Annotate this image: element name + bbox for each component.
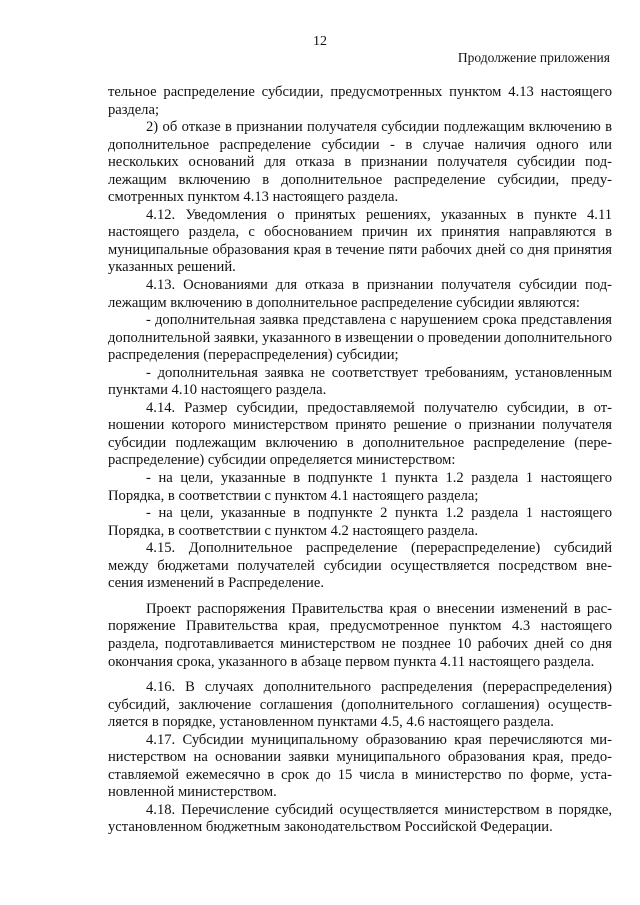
- paragraph-4-13: 4.13. Основаниями для отказа в признании получателя субсидии подлежащим включению в дополнительное распределение субсидии являются:: [108, 277, 612, 311]
- paragraph-4-14-bullet-1: - на цели, указанные в подпункте 1 пункта 1.2 раздела 1 настоящего Порядка, в соответствии с пунктом 4.1 настоящего раздела;: [108, 470, 612, 504]
- paragraph-4-18: 4.18. Перечисление субсидий осуществляется министерством в порядке, установленном бюджетным законодательством Российской Федерации.: [108, 801, 612, 836]
- paragraph-continuation: тельное распределение субсидии, предусмотренных пунктом 4.13 настоящего раздела;: [108, 84, 612, 118]
- appendix-continuation-note: Продолжение приложения: [457, 50, 610, 65]
- paragraph-4-13-bullet-1: - дополнительная заявка представлена с нарушением срока представления дополнительной заявки, указанного в извещении о проведении дополнительного распределения (перераспределения) субсидии;: [108, 312, 612, 364]
- document-body: [108, 84, 612, 837]
- paragraph-4-14: 4.14. Размер субсидии, предоставляемой получателю субсидии, в отношении которого министерством принято решение о признании получателя субсидии подлежащим включению в дополнительное распределение (перераспределение) субсидии определяется министерством:: [108, 399, 612, 469]
- paragraph-4-16: 4.16. В случаях дополнительного распределения (перераспределения) субсидий, заключение соглашения (дополнительного соглашения) осуществляется в порядке, установленном пунктами 4.5, 4.6 настоящего раздела.: [108, 679, 612, 731]
- paragraph-4-12: 4.12. Уведомления о принятых решениях, указанных в пункте 4.11 настоящего раздела, с обоснованием причин их принятия направляются в муниципальные образования края в течение пяти рабочих дней со дня принятия указанных решений.: [108, 206, 612, 276]
- paragraph-4-14-bullet-2: - на цели, указанные в подпункте 2 пункта 1.2 раздела 1 настоящего Порядка, в соответствии с пунктом 4.2 настоящего раздела.: [108, 505, 612, 539]
- paragraph-4-13-bullet-2: - дополнительная заявка не соответствует требованиям, установленным пунктами 4.10 настоящего раздела.: [108, 364, 612, 399]
- paragraph-4-15-project: Проект распоряжения Правительства края о внесении изменений в распоряжение Правительства края, предусмотренное пунктом 4.3 настоящего раздела, подготавливается министерством не позднее 10 рабочих дней со дня окончания срока, указанного в абзаце первом пункта 4.11 настоящего раздела.: [108, 600, 612, 670]
- paragraph-4-17: 4.17. Субсидии муниципальному образованию края перечисляются министерством на основании заявки муниципального образования края, предоставляемой ежемесячно в срок до 15 числа в министерство по форме, установленной министерством.: [108, 731, 612, 801]
- paragraph-4-15: 4.15. Дополнительное распределение (перераспределение) субсидий между бюджетами получателей субсидии осуществляется посредством внесения изменений в Распределение.: [108, 540, 612, 592]
- paragraph-item-2-refusal: 2) об отказе в признании получателя субсидии подлежащим включению в дополнительное распределение субсидии - в случае наличия одного или нескольких оснований для отказа в признании получателя субсидии подлежащим включению в дополнительное распределение субсидии, предусмотренных пунктом 4.13 настоящего раздела.: [108, 119, 612, 206]
- page-number: 12: [313, 34, 327, 49]
